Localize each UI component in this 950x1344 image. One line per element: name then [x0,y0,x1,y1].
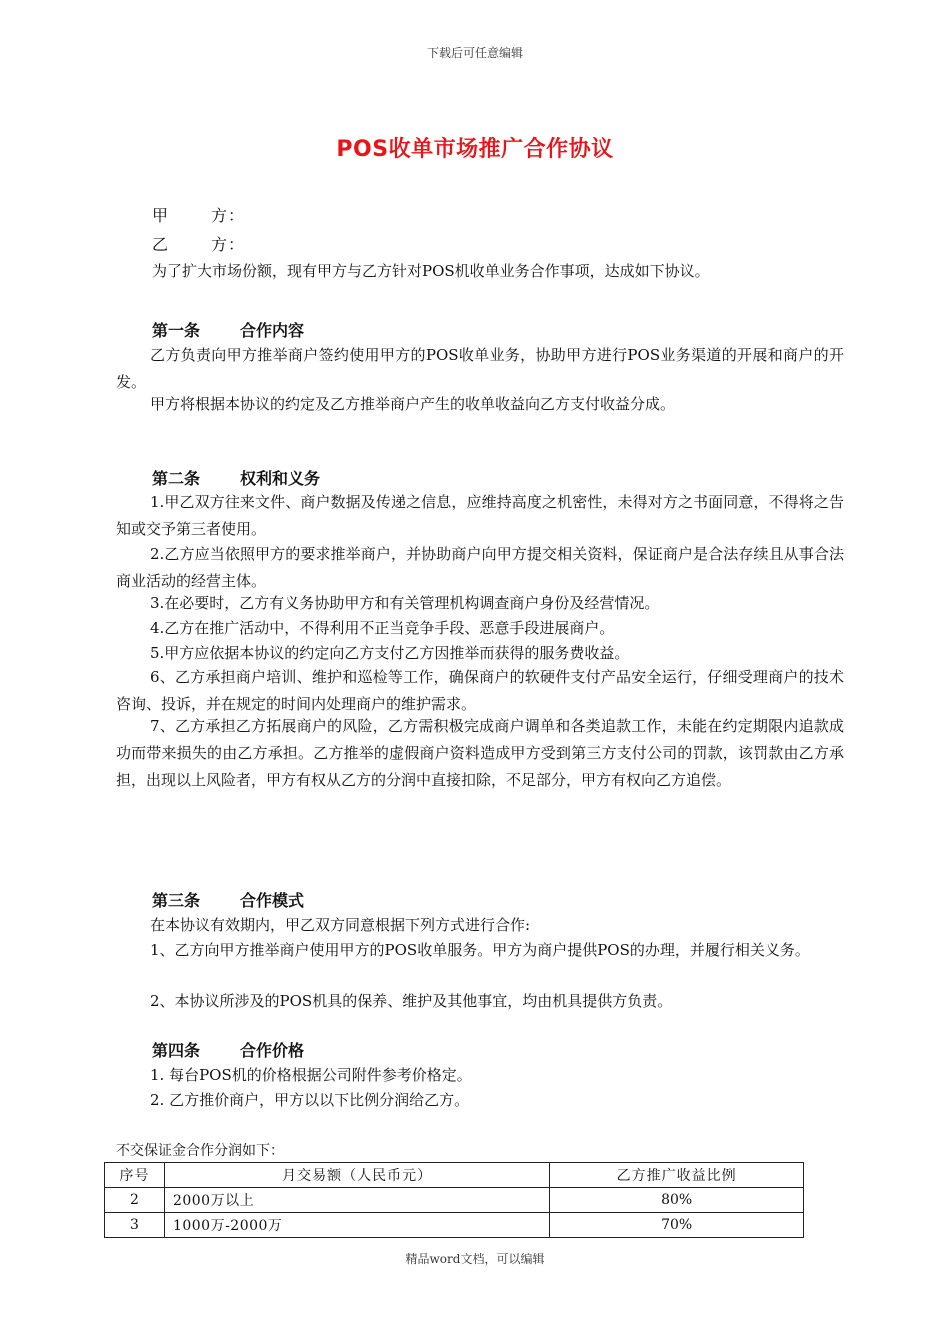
party-b-colon: 方： [211,235,246,254]
revenue-share-table [104,1162,804,1238]
section-2-heading [152,466,320,489]
section-1-paragraph-2: 甲方将根据本协议的约定及乙方推举商户产生的收单收益向乙方支付收益分成。 [150,395,676,413]
page-footer: 精品word文档，可以编辑 [405,1252,545,1266]
section-1-number: 第一条 [152,321,201,340]
section-4-paragraph-2: 2. 乙方推价商户，甲方以以下比例分润给乙方。 [150,1091,470,1109]
party-b-label: 乙 [152,235,170,254]
section-2-clause-3: 3.在必要时，乙方有义务协助甲方和有关管理机构调查商户身份及经营情况。 [150,594,660,612]
section-2-clause-1: 1.甲乙双方往来文件、商户数据及传递之信息，应维持高度之机密性，未得对方之书面同意，不得将之告知或交予第三者使用。 [116,493,844,538]
section-3-paragraph-2: 1、乙方向甲方推举商户使用甲方的POS收单服务。甲方为商户提供POS的办理，并履行相关义务。 [150,941,810,959]
table-row [105,1213,804,1238]
page-header: 下载后可任意编辑 [426,46,523,60]
party-a-label: 甲 [152,206,170,225]
row-monthly-volume: 1000万-2000万 [164,1213,549,1238]
header-monthly-volume: 月交易额（人民币元） [164,1163,549,1188]
section-3-paragraph-3: 2、本协议所涉及的POS机具的保养、维护及其他事宜，均由机具提供方负责。 [150,992,673,1010]
table-row [105,1188,804,1213]
party-b-line [152,232,245,255]
section-2-clause-5: 5.甲方应依据本协议的约定向乙方支付乙方因推举而获得的服务费收益。 [150,644,630,662]
row-index: 2 [105,1188,165,1213]
section-2-title: 权利和义务 [240,469,321,488]
section-1-paragraph-1: 乙方负责向甲方推举商户签约使用甲方的POS收单业务，协助甲方进行POS业务渠道的开展和商户的开发。 [116,346,844,391]
section-2-number: 第二条 [152,469,201,488]
row-share-ratio: 70% [550,1213,804,1238]
section-4-paragraph-1: 1. 每台POS机的价格根据公司附件参考价格定。 [150,1066,472,1084]
party-a-line [152,203,245,226]
section-2-clause-7: 7、乙方承担乙方拓展商户的风险，乙方需积极完成商户调单和各类追款工作，未能在约定期限内追款成功而带来损失的由乙方承担。乙方推举的虚假商户资料造成甲方受到第三方支付公司的罚款，该罚款由乙方承担，出现以上风险者，甲方有权从乙方的分润中直接扣除，不足部分，甲方有权向乙方追偿。 [116,717,844,789]
header-index: 序号 [105,1163,165,1188]
section-3-paragraph-1: 在本协议有效期内，甲乙双方同意根据下列方式进行合作: [150,916,531,934]
section-4-title: 合作价格 [240,1041,305,1060]
section-4-heading [152,1038,304,1061]
party-a-colon: 方： [211,206,246,225]
section-4-number: 第四条 [152,1041,201,1060]
section-2-clause-4: 4.乙方在推广活动中，不得利用不正当竞争手段、恶意手段进展商户。 [150,619,615,637]
row-share-ratio: 80% [550,1188,804,1213]
section-3-heading [152,888,304,911]
section-3-number: 第三条 [152,891,201,910]
section-3-title: 合作模式 [240,891,305,910]
section-1-heading [152,318,304,341]
section-2-clause-6: 6、乙方承担商户培训、维护和巡检等工作，确保商户的软硬件支付产品安全运行，仔细受理商户的技术咨询、投诉，并在规定的时间内处理商户的维护需求。 [116,668,844,713]
section-2-clause-2: 2.乙方应当依照甲方的要求推举商户，并协助商户向甲方提交相关资料，保证商户是合法存续且从事合法商业活动的经营主体。 [116,545,844,590]
document-title: POS收单市场推广合作协议 [336,137,614,162]
table-header-row [105,1163,804,1188]
row-monthly-volume: 2000万以上 [164,1188,549,1213]
table-caption: 不交保证金合作分润如下： [116,1143,284,1159]
header-share-ratio: 乙方推广收益比例 [550,1163,804,1188]
row-index: 3 [105,1213,165,1238]
section-1-title: 合作内容 [240,321,305,340]
intro-text: 为了扩大市场份额，现有甲方与乙方针对POS机收单业务合作事项，达成如下协议。 [152,262,710,280]
